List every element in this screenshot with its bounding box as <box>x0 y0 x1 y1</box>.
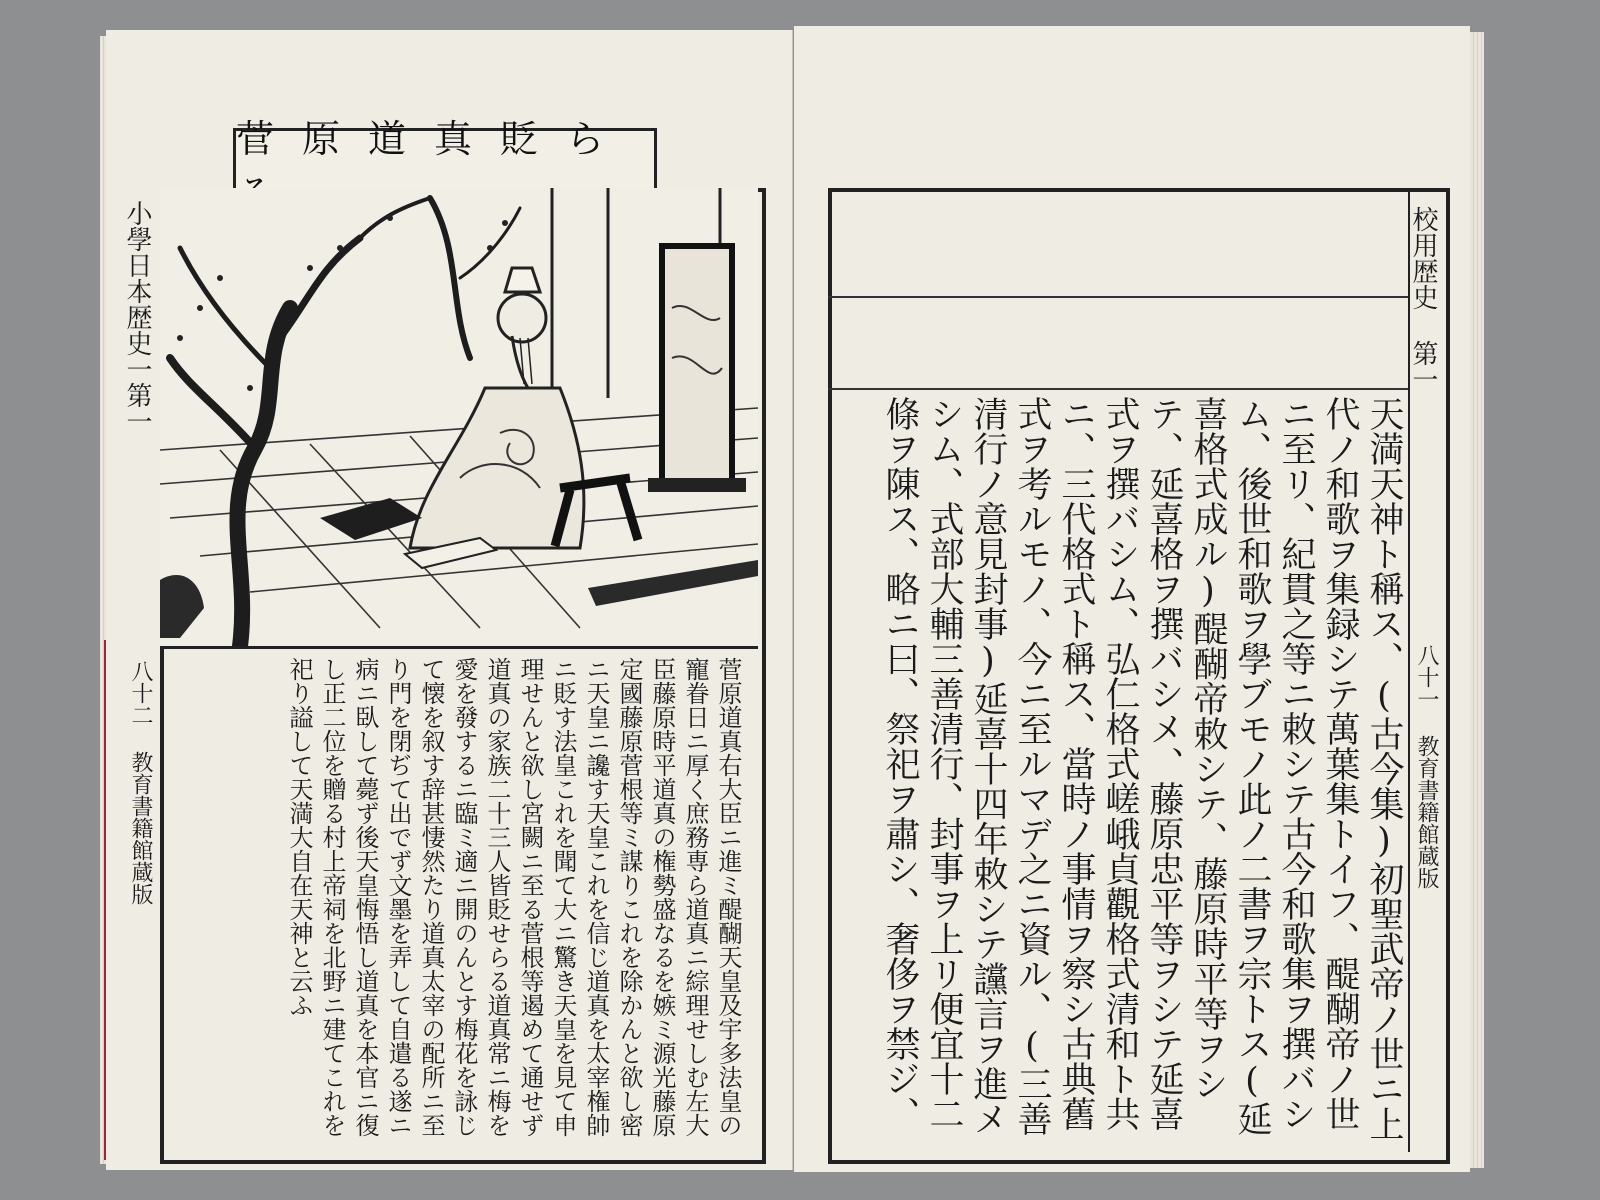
right-book-title: 校用歴史 第一 <box>1408 206 1438 392</box>
right-body-text: 天満天神ト稱ス、(古今集)初聖武帝ノ世ニ上代ノ和歌ヲ集録シテ萬葉集トイフ、醍醐帝ノ世ニ至リ、紀貫之等ニ敕シテ古今和歌集ヲ撰バシム、後世和歌ヲ學ブモノ此ノ二書ヲ宗トス(延喜格式成ル)醍醐帝敕シテ、藤原時平等ヲシテ、延喜格ヲ撰バシメ、藤原忠平等ヲシテ延喜式ヲ撰バシム、弘仁格式嵯峨貞觀格式清和ト共ニ、三代格式ト稱ス、當時ノ事情ヲ察シ古典舊式ヲ考ルモノ、今ニ至ルマデ之ニ資ル、(三善清行ノ意見封事)延喜十四年敕シテ讜言ヲ進メシム、式部大輔三善清行、封事ヲ上リ便宜十二條ヲ陳ス、略ニ曰、祭祀ヲ肅シ、奢侈ヲ禁ジ、 <box>880 396 1404 1141</box>
left-book-title: 小學日本歴史一第一 <box>122 200 152 434</box>
left-text-box <box>160 646 758 1159</box>
illustration-title: 菅原道真貶ら <box>236 117 633 161</box>
header-divider-2 <box>828 388 1408 390</box>
left-page-number: 八十二 教育書籍館蔵版 <box>128 660 153 905</box>
folding-screen <box>648 246 746 492</box>
left-body-text: 菅原道真右大臣ニ進ミ醍醐天皇及宇多法皇の寵眷日ニ厚く庶務専ら道真ニ綜理せしむ左大臣藤原時平道真の権勢盛なるを嫉ミ源光藤原定國藤原菅根等ミ謀りこれを除かんと欲し密ニ天皇ニ讒す天皇これを信じ道真を太宰権帥ニ貶す法皇これを聞て大ニ驚き天皇を見て申理せんと欲し宮闕ニ至る菅根等遏めて通せず道真の家族二十三人皆貶せらる道真常ニ梅を愛を發するニ臨ミ適ニ開のんとす梅花を詠じて懐を叙す辞甚悽然たり道真太宰の配所ニ至り門を閉ぢて出でず文墨を弄して自遣る遂ニ病ニ臥して薨ず後天皇悔悟し道真を本官ニ復し正二位を贈る村上帝祠を北野ニ建てこれを祀り謚して天満大自在天神と云ふ <box>285 657 742 1137</box>
woodblock-illustration <box>160 188 758 646</box>
left-margin-column <box>112 200 158 1150</box>
header-divider-1 <box>828 296 1408 298</box>
right-page-number: 八十一 教育書籍館蔵版 <box>1414 644 1439 889</box>
right-margin-column <box>1408 190 1444 1152</box>
right-text-area <box>846 396 1406 1148</box>
